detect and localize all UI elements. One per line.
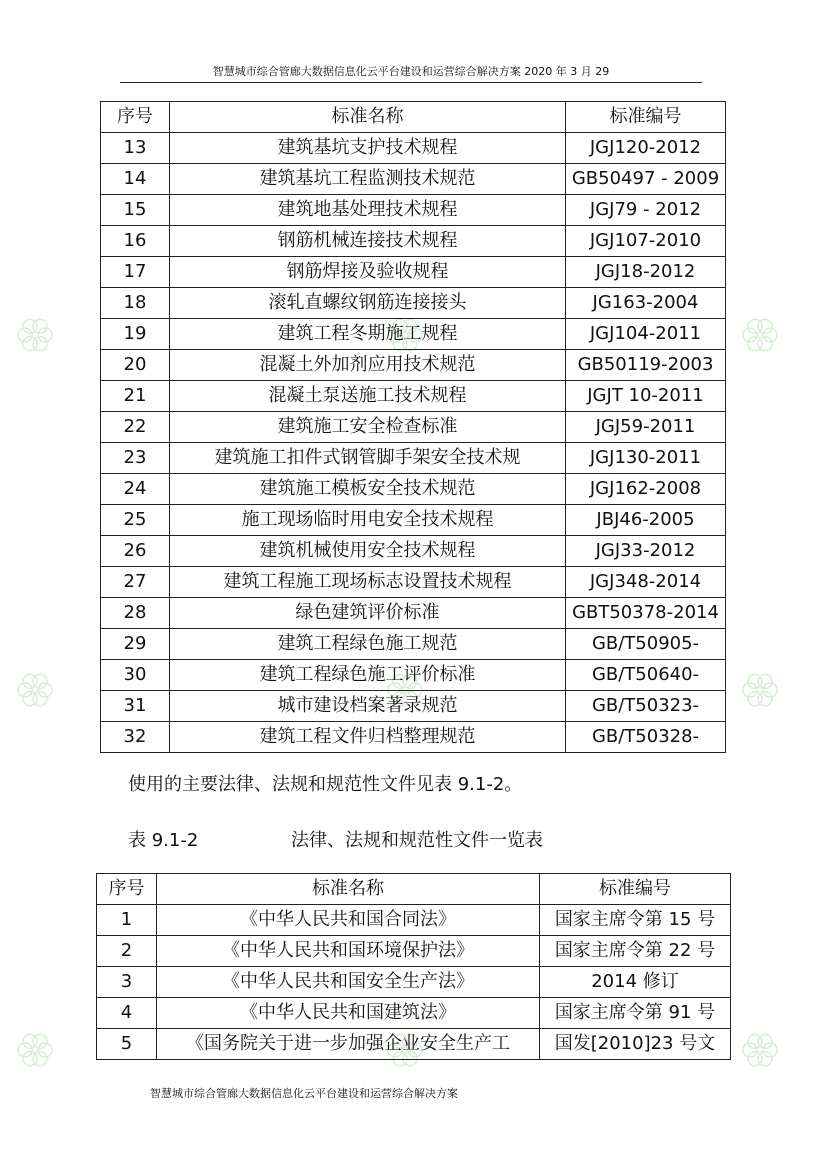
- table-row: [101, 164, 726, 195]
- watermark-flower-petal: [23, 319, 37, 333]
- header-cell: 序号: [101, 102, 170, 133]
- table-row: [101, 133, 726, 164]
- standard-code-cell: JGJ107-2010: [566, 226, 726, 257]
- watermark-flower-petal: [18, 1043, 32, 1057]
- watermark-flower-petal: [33, 674, 47, 688]
- watermark-flower-petal: [23, 1034, 37, 1048]
- row-number-cell: 27: [101, 567, 170, 598]
- row-number-cell: 23: [101, 443, 170, 474]
- header-cell: 标准编号: [540, 874, 731, 905]
- header-cell: 标准名称: [157, 874, 540, 905]
- standard-code-cell: JGJ59-2011: [566, 412, 726, 443]
- watermark-flower-petal: [758, 1052, 772, 1066]
- watermark-flower-petal: [38, 683, 52, 697]
- header-cell: 序号: [97, 874, 157, 905]
- standard-name-cell: 绿色建筑评价标准: [170, 598, 566, 629]
- watermark-flower-petal: [763, 683, 777, 697]
- table-row: [97, 1029, 731, 1060]
- table-row: [101, 288, 726, 319]
- table-row: [101, 257, 726, 288]
- standard-name-cell: 钢筋机械连接技术规程: [170, 226, 566, 257]
- standard-name-cell: 钢筋焊接及验收规程: [170, 257, 566, 288]
- standard-name-cell: 建筑机械使用安全技术规程: [170, 536, 566, 567]
- standard-code-cell: GB50119-2003: [566, 350, 726, 381]
- table-row: [101, 536, 726, 567]
- page-footer: 智慧城市综合管廊大数据信息化云平台建设和运营综合解决方案: [150, 1087, 458, 1100]
- standard-code-cell: JBJ46-2005: [566, 505, 726, 536]
- row-number-cell: 30: [101, 660, 170, 691]
- standard-name-cell: 建筑工程冬期施工规程: [170, 319, 566, 350]
- row-number-cell: 32: [101, 722, 170, 753]
- table-row: [101, 226, 726, 257]
- table-row: [101, 567, 726, 598]
- table-row: [101, 381, 726, 412]
- watermark-flower-petal: [38, 328, 52, 342]
- row-number-cell: 16: [101, 226, 170, 257]
- watermark-flower-petal: [743, 683, 757, 697]
- watermark-flower-petal: [18, 328, 32, 342]
- standard-code-cell: JGJ18-2012: [566, 257, 726, 288]
- row-number-cell: 3: [97, 967, 157, 998]
- standard-name-cell: 《中华人民共和国建筑法》: [157, 998, 540, 1029]
- table-caption-title: 法律、法规和规范性文件一览表: [291, 830, 543, 851]
- standard-code-cell: GB/T50328-: [566, 722, 726, 753]
- standard-code-cell: GB/T50905-: [566, 629, 726, 660]
- watermark-flower-petal: [748, 674, 762, 688]
- row-number-cell: 24: [101, 474, 170, 505]
- watermark-flower-petal: [758, 692, 772, 706]
- watermark-flower-petal: [38, 1043, 52, 1057]
- watermark-flower-petal: [33, 1034, 47, 1048]
- standard-code-cell: 2014 修订: [540, 967, 731, 998]
- watermark-flower-petal: [23, 674, 37, 688]
- row-number-cell: 15: [101, 195, 170, 226]
- row-number-cell: 19: [101, 319, 170, 350]
- table-row: [97, 905, 731, 936]
- standard-name-cell: 建筑施工安全检查标准: [170, 412, 566, 443]
- row-number-cell: 20: [101, 350, 170, 381]
- row-number-cell: 4: [97, 998, 157, 1029]
- table-row: [97, 967, 731, 998]
- intro-paragraph: 使用的主要法律、法规和规范性文件见表 9.1-2。: [128, 774, 523, 795]
- watermark-flower-petal: [748, 1034, 762, 1048]
- table-row: [101, 629, 726, 660]
- header-cell: 标准编号: [566, 102, 726, 133]
- standard-code-cell: GB/T50323-: [566, 691, 726, 722]
- table-row: [101, 443, 726, 474]
- standard-code-cell: 国家主席令第 91 号: [540, 998, 731, 1029]
- row-number-cell: 18: [101, 288, 170, 319]
- watermark-flower-petal: [23, 337, 37, 351]
- standard-name-cell: 《中华人民共和国安全生产法》: [157, 967, 540, 998]
- watermark-flower-petal: [23, 1052, 37, 1066]
- watermark-flower-petal: [758, 674, 772, 688]
- standard-code-cell: 国发[2010]23 号文: [540, 1029, 731, 1060]
- standard-name-cell: 城市建设档案著录规范: [170, 691, 566, 722]
- standard-name-cell: 《国务院关于进一步加强企业安全生产工: [157, 1029, 540, 1060]
- row-number-cell: 31: [101, 691, 170, 722]
- row-number-cell: 26: [101, 536, 170, 567]
- standard-code-cell: JGJ130-2011: [566, 443, 726, 474]
- standard-name-cell: 建筑工程绿色施工评价标准: [170, 660, 566, 691]
- watermark-flower-petal: [33, 692, 47, 706]
- row-number-cell: 22: [101, 412, 170, 443]
- standard-name-cell: 建筑基坑工程监测技术规范: [170, 164, 566, 195]
- row-number-cell: 21: [101, 381, 170, 412]
- watermark-flower-petal: [743, 1043, 757, 1057]
- watermark-flower-petal: [763, 328, 777, 342]
- watermark-flower-petal: [748, 337, 762, 351]
- row-number-cell: 14: [101, 164, 170, 195]
- standard-name-cell: 建筑工程施工现场标志设置技术规程: [170, 567, 566, 598]
- watermark-flower-petal: [23, 692, 37, 706]
- standard-name-cell: 建筑基坑支护技术规程: [170, 133, 566, 164]
- standard-name-cell: 滚轧直螺纹钢筋连接接头: [170, 288, 566, 319]
- standard-code-cell: JGJ162-2008: [566, 474, 726, 505]
- standard-name-cell: 施工现场临时用电安全技术规程: [170, 505, 566, 536]
- row-number-cell: 28: [101, 598, 170, 629]
- table-row: [101, 598, 726, 629]
- standard-code-cell: JGJ104-2011: [566, 319, 726, 350]
- table-row: [101, 691, 726, 722]
- watermark-flower-petal: [748, 1052, 762, 1066]
- table-row: [101, 319, 726, 350]
- standard-name-cell: 建筑施工扣件式钢管脚手架安全技术规: [170, 443, 566, 474]
- table-row: [101, 660, 726, 691]
- standard-name-cell: 建筑工程文件归档整理规范: [170, 722, 566, 753]
- row-number-cell: 5: [97, 1029, 157, 1060]
- page-header: 智慧城市综合管廊大数据信息化云平台建设和运营综合解决方案 2020 年 3 月 29: [120, 64, 702, 83]
- standard-code-cell: JGJ348-2014: [566, 567, 726, 598]
- row-number-cell: 2: [97, 936, 157, 967]
- table-header-row: [101, 102, 726, 133]
- table-row: [101, 474, 726, 505]
- table-row: [101, 350, 726, 381]
- standard-name-cell: 《中华人民共和国环境保护法》: [157, 936, 540, 967]
- table-row: [101, 195, 726, 226]
- watermark-flower-petal: [18, 683, 32, 697]
- watermark-flower-petal: [758, 1034, 772, 1048]
- standard-code-cell: JGJT 10-2011: [566, 381, 726, 412]
- row-number-cell: 13: [101, 133, 170, 164]
- table-caption-number: 表 9.1-2: [128, 830, 199, 851]
- table-header-row: [97, 874, 731, 905]
- watermark-flower-petal: [33, 1052, 47, 1066]
- standard-code-cell: JGJ79 - 2012: [566, 195, 726, 226]
- row-number-cell: 17: [101, 257, 170, 288]
- watermark-flower-petal: [748, 319, 762, 333]
- watermark-flower-petal: [33, 319, 47, 333]
- standard-code-cell: JG163-2004: [566, 288, 726, 319]
- table-row: [101, 722, 726, 753]
- standard-code-cell: GB50497 - 2009: [566, 164, 726, 195]
- table-row: [101, 505, 726, 536]
- standard-name-cell: 《中华人民共和国合同法》: [157, 905, 540, 936]
- table-row: [101, 412, 726, 443]
- standard-name-cell: 混凝土泵送施工技术规程: [170, 381, 566, 412]
- watermark-flower-petal: [758, 319, 772, 333]
- standard-name-cell: 混凝土外加剂应用技术规范: [170, 350, 566, 381]
- standard-code-cell: 国家主席令第 15 号: [540, 905, 731, 936]
- table-row: [97, 998, 731, 1029]
- standard-code-cell: JGJ120-2012: [566, 133, 726, 164]
- standard-code-cell: GBT50378-2014: [566, 598, 726, 629]
- table-row: [97, 936, 731, 967]
- header-cell: 标准名称: [170, 102, 566, 133]
- watermark-flower-petal: [748, 692, 762, 706]
- standard-code-cell: GB/T50640-: [566, 660, 726, 691]
- row-number-cell: 1: [97, 905, 157, 936]
- standard-code-cell: 国家主席令第 22 号: [540, 936, 731, 967]
- watermark-flower-petal: [758, 337, 772, 351]
- standard-code-cell: JGJ33-2012: [566, 536, 726, 567]
- row-number-cell: 25: [101, 505, 170, 536]
- watermark-flower-petal: [763, 1043, 777, 1057]
- watermark-flower-petal: [33, 337, 47, 351]
- standard-name-cell: 建筑施工模板安全技术规范: [170, 474, 566, 505]
- watermark-flower-petal: [743, 328, 757, 342]
- standard-name-cell: 建筑工程绿色施工规范: [170, 629, 566, 660]
- row-number-cell: 29: [101, 629, 170, 660]
- standards-table: [100, 101, 726, 753]
- laws-table: [96, 873, 731, 1060]
- standard-name-cell: 建筑地基处理技术规程: [170, 195, 566, 226]
